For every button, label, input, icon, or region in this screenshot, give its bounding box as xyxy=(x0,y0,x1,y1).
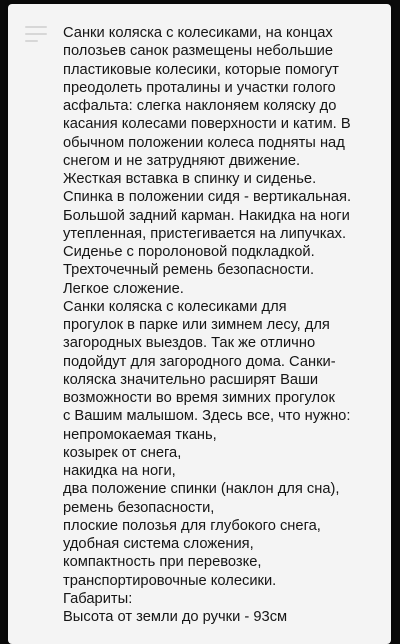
product-description-text xyxy=(63,24,385,626)
feature-line: Легкое сложение. xyxy=(63,280,184,297)
feature-list-item: накидка на ноги, xyxy=(63,463,176,479)
description-paragraph: Санки коляска с колесиками, на концах полозьев санок размещены небольшие пластиковые колесики, которые помогут преодолеть проталины и участки голого асфальта: слегка наклоняем коляску до касания колесами поверхности и катим. В обычном положении колеса подняты над снегом и не затрудняют движение. xyxy=(63,25,351,169)
feature-list-item: два положение спинки (наклон для сна), xyxy=(63,481,340,498)
feature-list-item: плоские полозья для глубокого снега, xyxy=(63,517,321,534)
menu-icon-line xyxy=(25,33,47,35)
description-card xyxy=(8,4,391,644)
dimension-line: Высота от земли до ручки - 93см xyxy=(63,609,288,625)
dimensions-heading: Габариты: xyxy=(63,590,133,607)
menu-icon-line xyxy=(25,40,38,42)
feature-line: Сиденье с поролоновой подкладкой. xyxy=(63,244,315,260)
feature-line: Большой задний карман. Накидка на ноги утепленная, пристегивается на липучках. xyxy=(63,207,350,242)
feature-line: Трехточечный ремень безопасности. xyxy=(63,262,315,279)
feature-list-item: ремень безопасности, xyxy=(63,499,215,516)
feature-list-item: транспортировочные колесики. xyxy=(63,572,277,589)
menu-icon-line xyxy=(25,26,47,28)
feature-list-item: непромокаемая ткань, xyxy=(63,426,217,443)
feature-list-item: компактность при перевозке, xyxy=(63,554,262,571)
hamburger-menu-icon[interactable] xyxy=(25,26,47,42)
feature-list-item: удобная система сложения, xyxy=(63,536,254,552)
feature-line: Жесткая вставка в спинку и сиденье. xyxy=(63,171,317,187)
feature-list-item: козырек от снега, xyxy=(63,444,182,461)
feature-line: Спинка в положении сидя - вертикальная. xyxy=(63,189,352,206)
description-paragraph: Санки коляска с колесиками для прогулок в парке или зимнем лесу, для загородных выездов. Так же отлично подойдут для загородного дома. Санки- коляска значительно расширят Ваши возможности во время зимних прогулок с Вашим малышом. Здесь все, что нужно: xyxy=(63,298,351,425)
